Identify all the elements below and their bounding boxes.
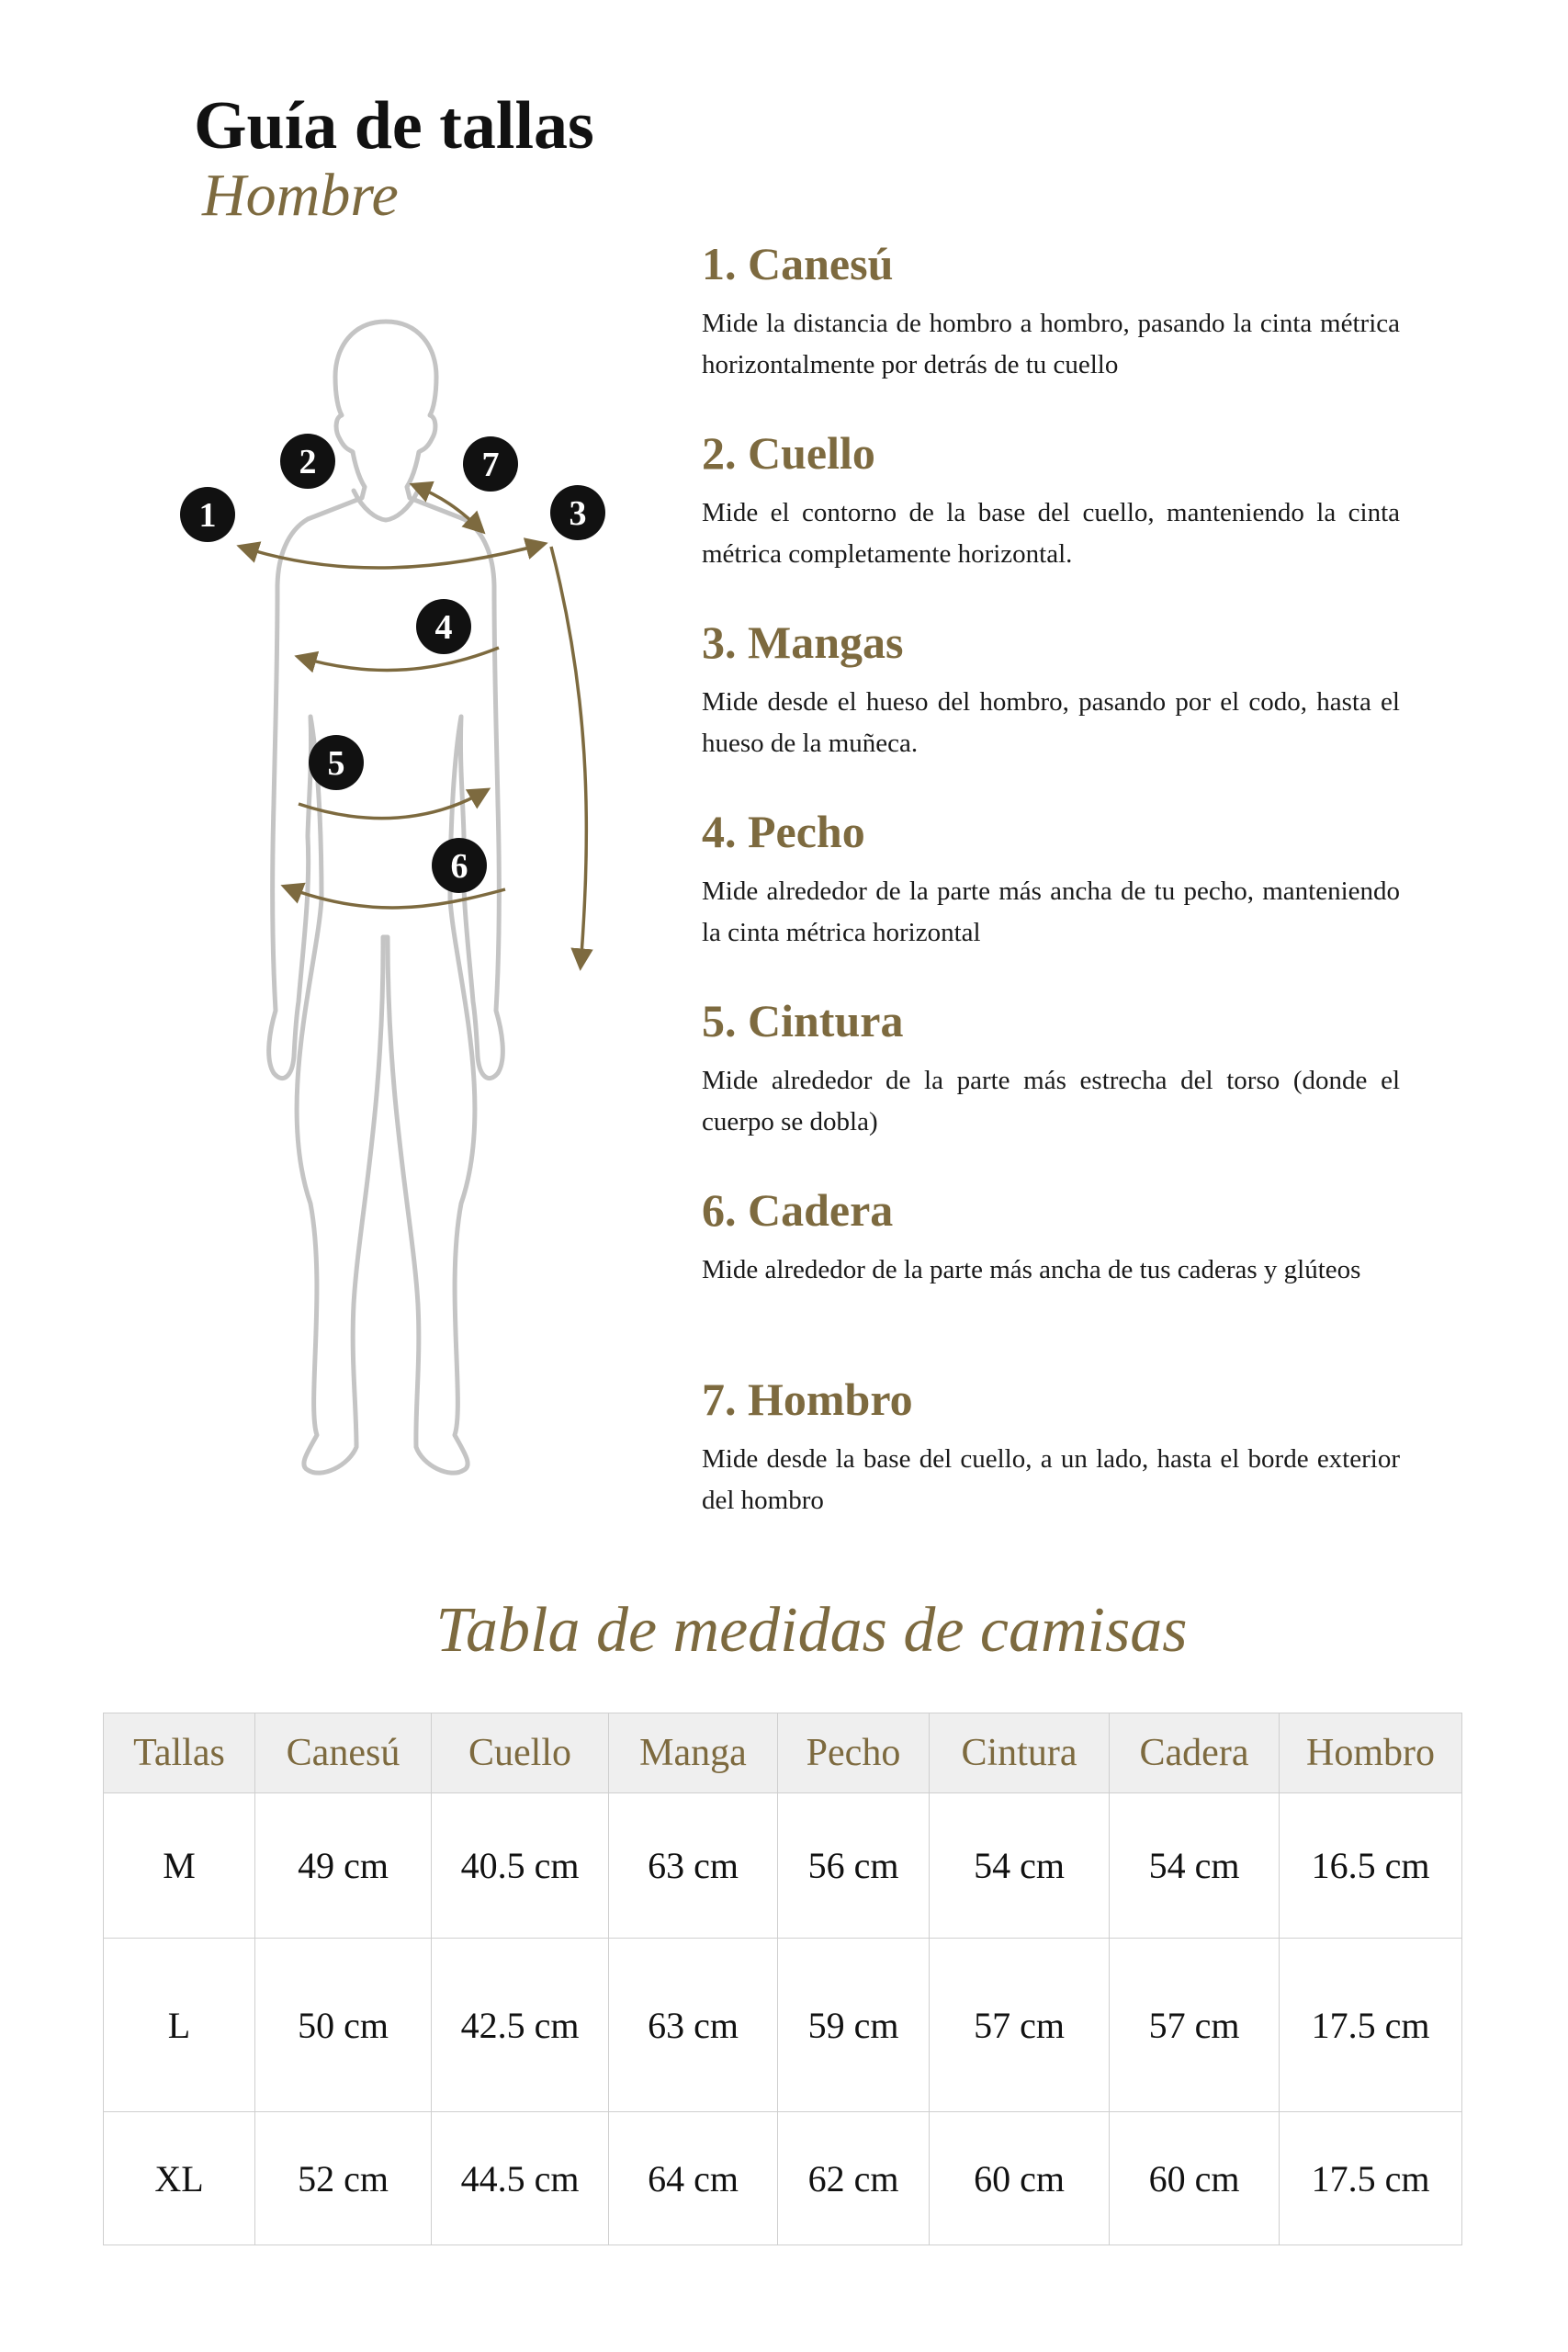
table-cell: 57 cm [930, 1939, 1110, 2112]
measure-heading: 2. Cuello [702, 427, 875, 479]
table-cell: 42.5 cm [432, 1939, 609, 2112]
measure-shoulder [702, 1376, 1400, 1566]
table-cell: L [104, 1939, 255, 2112]
table-cell: 59 cm [778, 1939, 930, 2112]
measure-heading: 6. Cadera [702, 1184, 894, 1236]
table-cell: 63 cm [609, 1939, 778, 2112]
marker-1 [180, 487, 235, 542]
svg-text:3: 3 [569, 494, 587, 533]
column-header: Manga [609, 1713, 778, 1793]
marker-5 [309, 735, 364, 790]
column-header: Pecho [778, 1713, 930, 1793]
measure-chest [702, 808, 1400, 998]
measure-text: Mide alrededor de la parte más ancha de tus caderas y glúteos [702, 1255, 1361, 1284]
measure-heading: 7. Hombro [702, 1374, 913, 1425]
marker-3 [550, 485, 605, 540]
table-cell: 56 cm [778, 1793, 930, 1939]
table-cell: 60 cm [930, 2112, 1110, 2245]
marker-4 [416, 599, 471, 654]
marker-6 [432, 838, 487, 893]
measure-hips [702, 1184, 1400, 1376]
table-row [104, 2112, 1462, 2245]
measure-sleeves [702, 616, 1400, 808]
measure-text: Mide alrededor de la parte más ancha de tu pecho, manteniendo la cinta métrica horizontal [702, 876, 1400, 947]
measure-text: Mide alrededor de la parte más estrecha del torso (donde el cuerpo se dobla) [702, 1066, 1400, 1136]
table-cell: 52 cm [255, 2112, 432, 2245]
table-cell: 40.5 cm [432, 1793, 609, 1939]
measure-heading: 1. Canesú [702, 238, 894, 289]
table-cell: 49 cm [255, 1793, 432, 1939]
column-header: Hombro [1280, 1713, 1462, 1793]
table-cell: 16.5 cm [1280, 1793, 1462, 1939]
table-cell: 64 cm [609, 2112, 778, 2245]
svg-text:2: 2 [299, 443, 317, 481]
svg-text:5: 5 [327, 744, 345, 783]
table-cell: 50 cm [255, 1939, 432, 2112]
measure-text: Mide el contorno de la base del cuello, manteniendo la cinta métrica completamente horizontal. [702, 498, 1400, 569]
measure-text: Mide desde el hueso del hombro, pasando por el codo, hasta el hueso de la muñeca. [702, 687, 1400, 758]
marker-2 [280, 434, 335, 489]
measure-text: Mide desde la base del cuello, a un lado, hasta el borde exterior del hombro [702, 1444, 1400, 1515]
measurement-arrows [241, 485, 586, 967]
table-cell: 63 cm [609, 1793, 778, 1939]
measure-neck [702, 427, 1400, 619]
column-header: Tallas [104, 1713, 255, 1793]
table-cell: 54 cm [930, 1793, 1110, 1939]
svg-text:4: 4 [434, 608, 453, 647]
svg-text:6: 6 [450, 847, 468, 886]
size-table [103, 1713, 1462, 2245]
table-cell: 62 cm [778, 2112, 930, 2245]
arrow-chest [299, 648, 499, 670]
arrow-waist [299, 790, 487, 819]
page-subtitle: Hombre [202, 162, 399, 229]
arrow-sleeve [551, 547, 586, 967]
measure-heading: 3. Mangas [702, 616, 904, 668]
svg-text:7: 7 [481, 446, 500, 484]
body-measurement-figure [138, 303, 652, 1498]
column-header: Canesú [255, 1713, 432, 1793]
measure-text: Mide la distancia de hombro a hombro, pasando la cinta métrica horizontalmente por detrás de tu cuello [702, 309, 1400, 379]
column-header: Cuello [432, 1713, 609, 1793]
table-cell: 60 cm [1110, 2112, 1280, 2245]
marker-7 [463, 436, 518, 492]
column-header: Cintura [930, 1713, 1110, 1793]
table-cell: 17.5 cm [1280, 2112, 1462, 2245]
table-row [104, 1939, 1462, 2112]
measure-heading: 4. Pecho [702, 806, 865, 857]
table-cell: 57 cm [1110, 1939, 1280, 2112]
measure-yoke [702, 238, 1400, 430]
page-title: Guía de tallas [194, 88, 594, 164]
table-title: Tabla de medidas de camisas [435, 1595, 1188, 1666]
svg-text:1: 1 [198, 496, 217, 535]
measure-heading: 5. Cintura [702, 995, 904, 1046]
table-cell: 17.5 cm [1280, 1939, 1462, 2112]
measure-waist [702, 995, 1400, 1187]
measurement-instructions [702, 238, 1400, 1566]
table-cell: 54 cm [1110, 1793, 1280, 1939]
table-cell: 44.5 cm [432, 2112, 609, 2245]
table-row [104, 1793, 1462, 1939]
column-header: Cadera [1110, 1713, 1280, 1793]
table-header-row [104, 1713, 1462, 1793]
table-cell: XL [104, 2112, 255, 2245]
table-cell: M [104, 1793, 255, 1939]
